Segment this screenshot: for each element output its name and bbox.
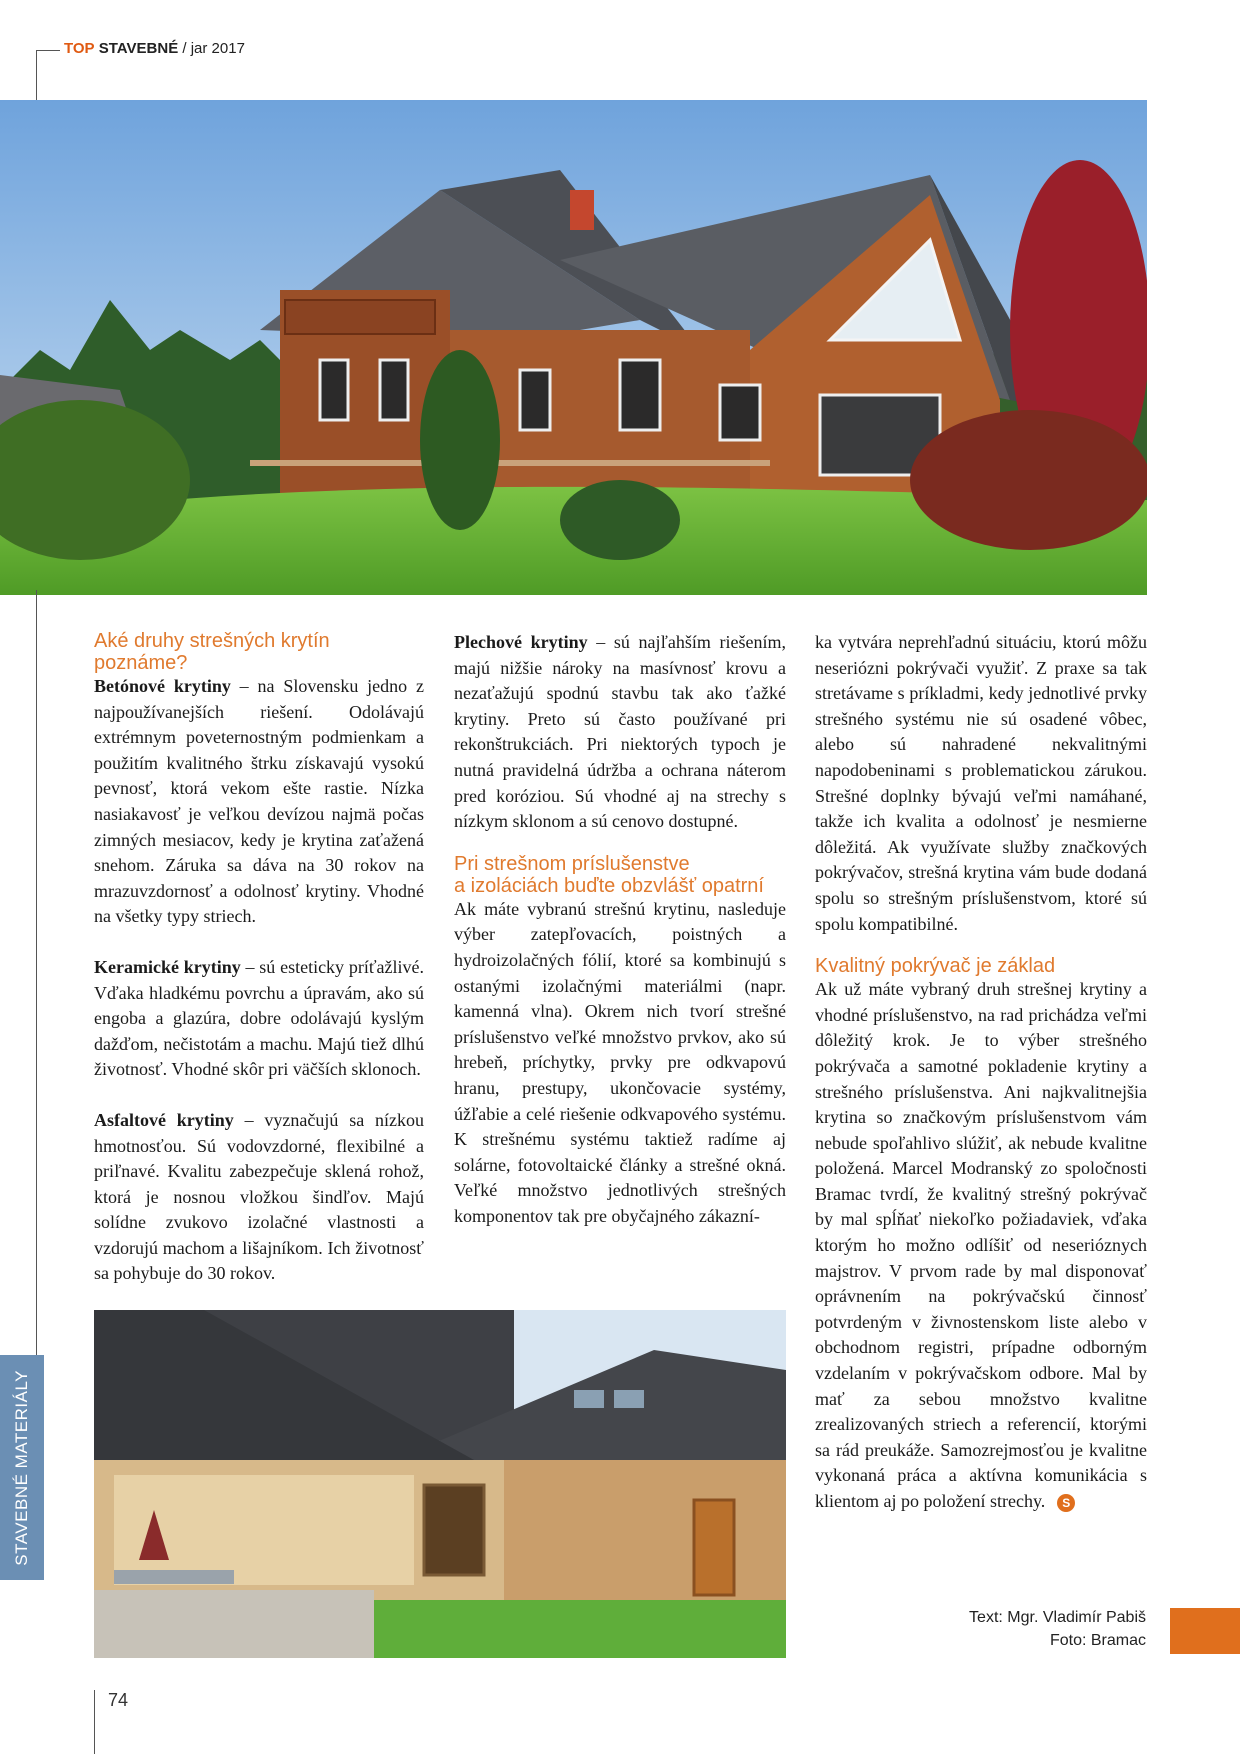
- header-top: TOP: [64, 40, 95, 57]
- page-number: 74: [108, 1690, 129, 1710]
- heading-roof-types: Aké druhy strešných krytín poznáme?: [94, 630, 330, 674]
- house-photo: [0, 100, 1147, 595]
- credits: [880, 1606, 1146, 1652]
- end-mark-icon: S: [1057, 1494, 1075, 1512]
- left-rule: [36, 590, 37, 1360]
- photo-credit: Foto: Bramac: [1049, 1632, 1146, 1649]
- header-separator: /: [178, 40, 191, 57]
- column-2: [454, 630, 786, 1229]
- heading-roofer: Kvalitný pokrývač je základ: [815, 955, 1056, 978]
- header-issue: jar 2017: [190, 40, 245, 57]
- paragraph-accessories: Ak máte vybranú strešnú krytinu, nasleduje výber zatepľovacích, poistných a hydroizolačných fólií, ktoré sa kombinujú s ostanými izolačnými materiálmi (napr. kamenná vlna). Okrem nich tvorí strešné príslušenstvo veľké množstvo prvkov, ako sú hrebeň, príchytky, prvky pre odkvapovú hranu, prestupy, ukončovacie systémy, úžľabie a celé riešenie odkvapového systému. K strešnému systému taktiež radíme aj solárne, fotovoltaické články a strešné okná. Veľké množstvo jednotlivých strešných komponentov tak pre obyčajného zákazní-: [454, 898, 786, 1226]
- column-1: [94, 630, 424, 1287]
- paragraph-ceramic: Keramické krytiny – sú esteticky príťažlivé. Vďaka hladkému povrchu a úpravám, ako sú engoba a glazúra, dobre odolávajú kyslým dažďom, nečistotám a machu. Majú tiež dlhú životnosť. Vhodné skôr pri väčších sklonoch.: [94, 956, 424, 1080]
- header-rule: [36, 50, 60, 51]
- section-label: STAVEBNÉ MATERIÁLY: [12, 1369, 31, 1566]
- header-rule-vertical: [36, 50, 37, 100]
- footer-rule: [94, 1690, 95, 1754]
- text-credit: Text: Mgr. Vladimír Pabiš: [969, 1609, 1146, 1626]
- running-header: [64, 40, 245, 57]
- accent-block: [1170, 1608, 1240, 1654]
- header-brand: STAVEBNÉ: [98, 40, 179, 57]
- paragraph-continuation: ka vytvára neprehľadnú situáciu, ktorú môžu neseriózni pokrývači využiť. Z praxe sa tak stretávame s príkladmi, kedy jednotlivé prvky strešného systému nie sú osadené vôbec, alebo sú nahradené nekvalitnými napodobeninami s problematickou zárukou. Strešné doplnky bývajú veľmi namáhané, takže ich kvalita a odolnosť je nesmierne dôležitá. Ak využívate služby značkových pokrývačov, strešná krytina vám bude dodaná spolu so strešným príslušenstvom, ktoré sú spolu kompatibilné.: [815, 632, 1147, 934]
- paragraph-metal: Plechové krytiny – sú najľahším riešením, majú nižšie nároky na masívnosť krovu a nezaťažujú spodnú stavbu tak ako ťažké krytiny. Preto sú často používané pri rekonštrukciách. Pri niektorých typoch je nutná pravidelná údržba a ochrana náterom pred koróziou. Sú vhodné aj na strechy s nízkym sklonom a sú cenovo dostupné.: [454, 632, 786, 832]
- paragraph-roofer: Ak už máte vybraný druh strešnej krytiny a vhodné príslušenstvo, na rad prichádza veľmi dôležitý krok. Je to výber strešného pokrývača a samotné pokladenie krytiny a strešného príslušenstva. Ani najkvalitnejšia krytina so značkovým príslušenstvom vám nebude spoľahlivo slúžiť, ak nebude kvalitne položená. Marcel Modranský zo spoločnosti Bramac tvrdí, že kvalitný strešný pokrývač by mal spĺňať niekoľko požiadaviek, vďaka ktorým ho možno odlíšiť od neserióznych majstrov. V prvom rade by mal disponovať oprávnením na pokrývačskú činnosť potvrdeným v živnostenskom liste alebo v obchodnom registri, prípadne odborným vzdelaním v pokrývačskom odbore. Mal by mať za sebou množstvo kvalitne zrealizovaných striech a referencií, ktorými sa rád preukáže. Samozrejmosťou je kvalitne vykonaná práca a aktívna komunikácia s klientom aj po položení strechy. S: [815, 979, 1147, 1511]
- heading-accessories: Pri strešnom príslušenstve a izoláciách buďte obzvlášť opatrní: [454, 852, 764, 897]
- paragraph-concrete: Betónové krytiny – na Slovensku jedno z najpoužívanejších riešení. Odolávajú extrémnym poveternostným podmienkam a použitím kvalitného štrku získavajú vysokú pevnosť, ktorá vekom ešte rastie. Nízka nasiakavosť je veľkou devízou najmä počas zimných mesiacov, kedy je krytina zaťažená snehom. Záruka sa dáva na 30 rokov na mrazuvzdornosť a odolnosť krytiny. Vhodné na všetky typy striech.: [94, 676, 424, 927]
- paragraph-asphalt: Asfaltové krytiny – vyznačujú sa nízkou hmotnosťou. Sú vodovzdorné, flexibilné a priľnavé. Kvalitu zabezpečuje sklená rohož, ktorá je nosnou vložkou šindľov. Majú solídne zvukovo izolačné vlastnosti a vzdorujú machom a lišajníkom. Ich životnosť sa pohybuje do 30 rokov.: [94, 1109, 425, 1284]
- column-3: [815, 630, 1147, 1515]
- courtyard-photo: [94, 1310, 786, 1658]
